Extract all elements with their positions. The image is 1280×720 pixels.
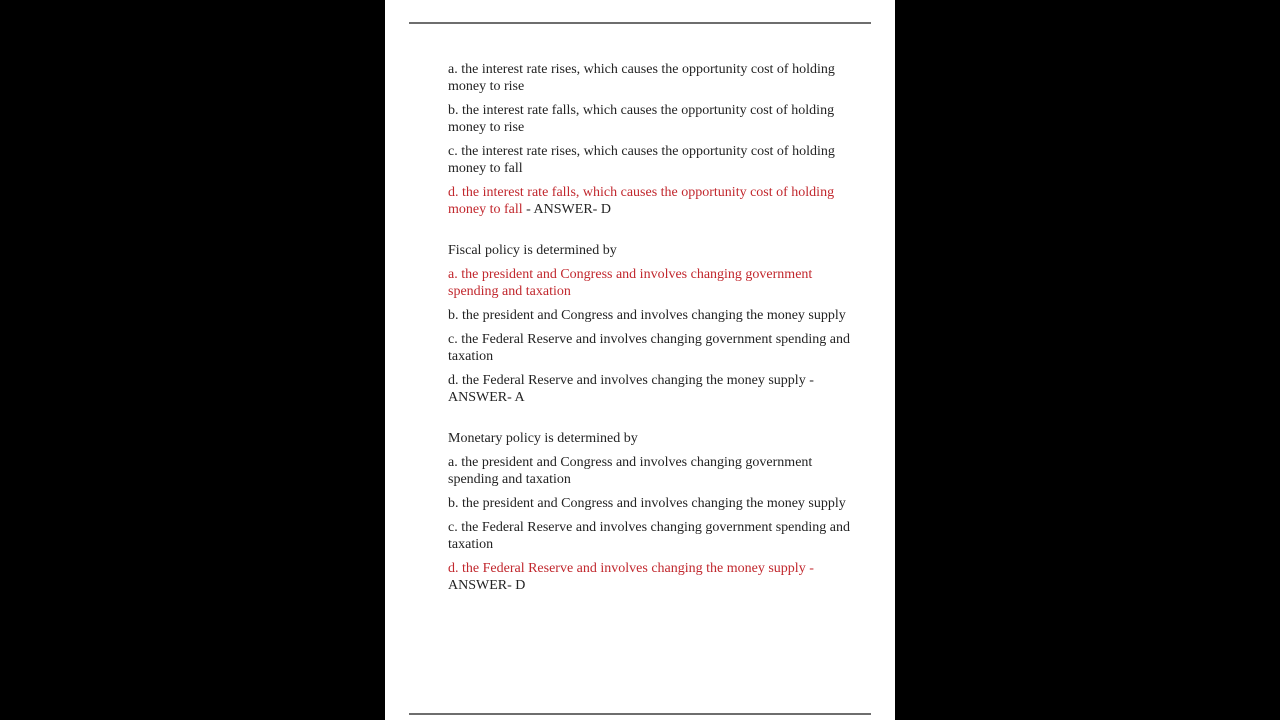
text-line: a. the president and Congress and involves changing government [448, 455, 813, 470]
text-line: taxation [448, 537, 494, 552]
correct-answer-text: money to fall [448, 202, 523, 217]
question-block-2 [448, 242, 853, 406]
text-line: Fiscal policy is determined by [448, 243, 617, 258]
letterbox-right [895, 0, 1280, 720]
text-line: d. the interest rate falls, which causes the opportunity cost of holding [448, 185, 835, 200]
option-a [448, 454, 853, 488]
text-line: Monetary policy is determined by [448, 431, 638, 446]
page-top-rule [409, 22, 871, 24]
option-d-correct [448, 560, 853, 594]
option-d [448, 372, 853, 406]
page-bottom-rule [409, 713, 871, 715]
text-line: taxation [448, 349, 494, 364]
text-line: c. the interest rate rises, which causes the opportunity cost of holding [448, 144, 835, 159]
letterbox-left [0, 0, 385, 720]
text-line: c. the Federal Reserve and involves changing government spending and [448, 332, 850, 347]
option-b [448, 495, 853, 512]
text-line [448, 201, 853, 218]
document-page [385, 0, 895, 720]
answer-marker: ANSWER- D [448, 578, 526, 593]
text-line: b. the interest rate falls, which causes the opportunity cost of holding [448, 103, 835, 118]
text-line: spending and taxation [448, 284, 571, 299]
option-b [448, 307, 853, 324]
text-line: money to fall [448, 161, 523, 176]
option-c [448, 143, 853, 177]
text-line: c. the Federal Reserve and involves changing government spending and [448, 520, 850, 535]
document-content [448, 61, 853, 618]
option-b [448, 102, 853, 136]
question-stem [448, 242, 853, 259]
question-stem [448, 430, 853, 447]
text-line: b. the president and Congress and involves changing the money supply [448, 496, 846, 511]
text-line: spending and taxation [448, 472, 571, 487]
text-line: b. the president and Congress and involves changing the money supply [448, 308, 846, 323]
text-line: a. the president and Congress and involves changing government [448, 267, 813, 282]
option-c [448, 331, 853, 365]
answer-marker: ANSWER- A [448, 390, 525, 405]
option-a [448, 61, 853, 95]
text-line: money to rise [448, 120, 525, 135]
text-line: money to rise [448, 79, 525, 94]
question-block-3 [448, 430, 853, 594]
question-block-1 [448, 61, 853, 218]
correct-answer-text: d. the Federal Reserve and involves changing the money supply - [448, 561, 814, 576]
option-a-correct [448, 266, 853, 300]
text-line: a. the interest rate rises, which causes the opportunity cost of holding [448, 62, 835, 77]
text-line: d. the Federal Reserve and involves changing the money supply - [448, 373, 814, 388]
option-c [448, 519, 853, 553]
answer-marker: - ANSWER- D [522, 202, 611, 217]
option-d-correct [448, 184, 853, 218]
